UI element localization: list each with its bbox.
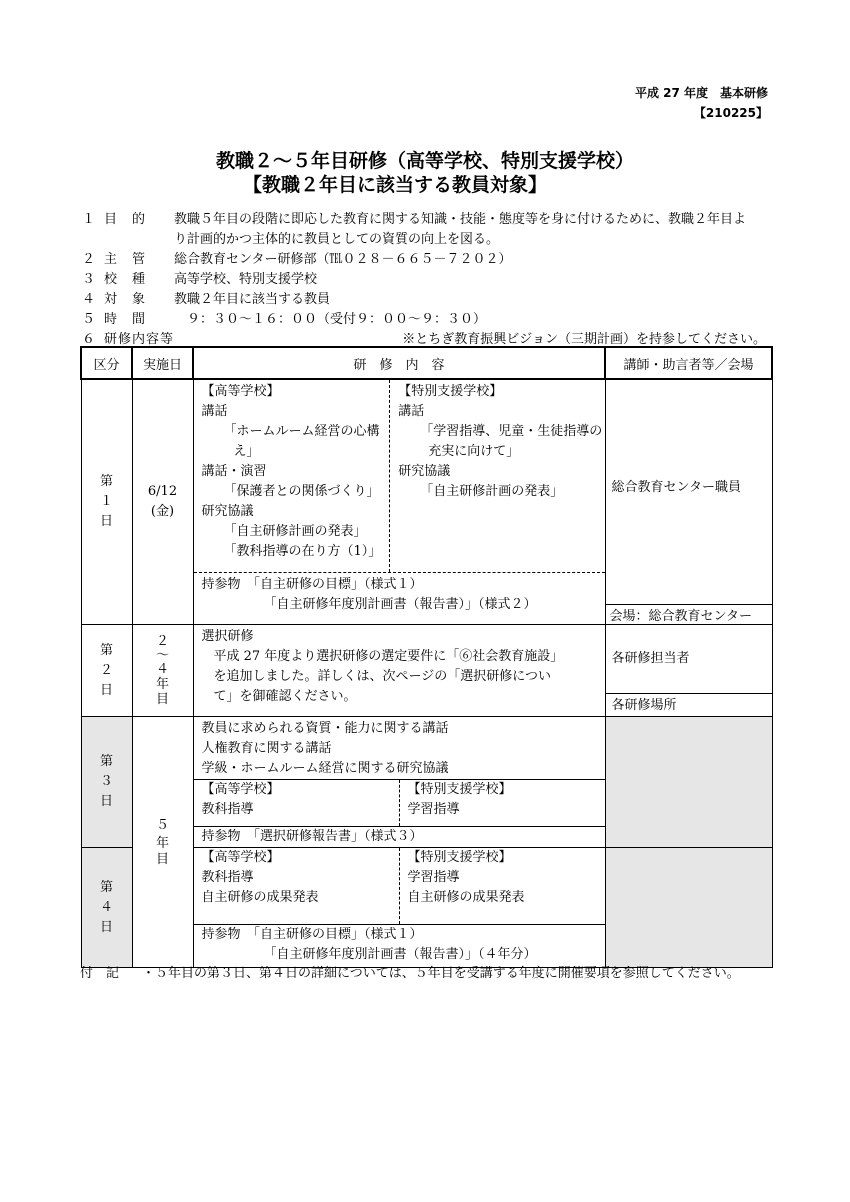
section-organizer (82, 248, 511, 267)
footnote (80, 962, 740, 981)
day1-lecturer-cell (605, 379, 772, 625)
section-value: 総合教育センター研修部（℡０２８－６６５－７２０２） (174, 252, 512, 267)
training-schedule-table (80, 346, 773, 968)
footnote-label: 付 記 (80, 966, 120, 981)
section-content (82, 328, 174, 347)
day4-bring: 持参物 「自主研修の目標」（様式１） 「自主研修年度別計画書（報告書）」（４年分） (194, 924, 605, 965)
day1-special-school: 【特別支援学校】 講話 「学習指導、児童・生徒指導の 充実に向けて」 研究協議 「自主研修計画の発表」 (398, 384, 603, 499)
section-value-cont: り計画的かつ主体的に教員としての資質の向上を図る。 (174, 232, 500, 247)
page-title: 教職２～５年目研修（高等学校、特別支援学校） (215, 150, 634, 172)
section-school-type (82, 268, 317, 287)
section-number: ４ (82, 292, 96, 307)
day3-common: 教員に求められる資質・能力に関する講話 人権教育に関する講話 学級・ホームルーム経営に関する研究協議 (201, 721, 449, 776)
day2-venue: 各研修場所 (606, 693, 772, 713)
day2-date: ２ ～ ４ 年 目 (132, 625, 193, 717)
day1-venue: 会場：総合教育センター (606, 604, 772, 624)
day4-high-school: 【高等学校】 教科指導 自主研修の成果発表 (194, 848, 400, 924)
day4-content (193, 848, 605, 968)
header-date: 実施日 (132, 347, 193, 379)
section-number: ３ (82, 272, 96, 287)
day3-row (81, 717, 772, 848)
section-key: 研修内容等 (104, 332, 175, 347)
bring-note: ※とちぎ教育振興ビジョン（三期計画）を持参してください。 (402, 332, 766, 347)
section-number: ５ (82, 312, 96, 327)
header-content: 研 修 内 容 (193, 347, 605, 379)
section-number: ２ (82, 252, 96, 267)
day2-lecturer-cell (605, 625, 772, 717)
header-lecturer: 講師・助言者等／会場 (605, 347, 772, 379)
section-key: 対 象 (104, 292, 147, 307)
footnote-text: ・５年目の第３日、第４日の詳細については、５年目を受講する年度に開催要項を参照してください。 (142, 966, 740, 981)
day2-content: 選択研修 平成 27 年度より選択研修の選定要件に「⑥社会教育施設」 を追加しました。詳しくは、次ページの「選択研修につい て」を御確認ください。 (193, 625, 605, 717)
day3-label: 第 ３ 日 (81, 717, 132, 848)
section-value: 教職２年目に該当する教員 (174, 292, 331, 307)
section-key: 目 的 (104, 212, 147, 227)
document-code: 【210225】 (693, 106, 768, 120)
day4-label: 第 ４ 日 (81, 848, 132, 968)
fiscal-year-label: 平成 27 年度 基本研修 (634, 86, 768, 100)
page-subtitle: 【教職２年目に該当する教員対象】 (242, 174, 547, 196)
section-value: ９：３０～１６：００（受付９：００～９：３０） (174, 312, 487, 327)
section-key: 校 種 (104, 272, 147, 287)
day4-special-school: 【特別支援学校】 学習指導 自主研修の成果発表 (407, 850, 525, 905)
day2-row (81, 625, 772, 717)
day1-date: 6/12 (金) (132, 379, 193, 625)
section-value: 教職５年目の段階に即応した教育に関する知識・技能・態度等を身に付けるために、教職２年目よ (174, 212, 747, 227)
day1-row (81, 379, 772, 625)
day3-special-school: 【特別支援学校】 学習指導 (407, 782, 512, 817)
section-key: 時 間 (104, 312, 147, 327)
day4-lecturer-cell (605, 848, 772, 968)
day3-content (193, 717, 605, 848)
day3-bring: 持参物 「選択研修報告書」（様式３） (194, 826, 605, 847)
day1-high-school: 【高等学校】 講話 「ホームルーム経営の心構 え」 講話・演習 「保護者との関係づくり」 研究協議 「自主研修計画の発表」 「教科指導の在り方（1）」 (194, 380, 391, 572)
header-kubun: 区分 (81, 347, 132, 379)
section-key: 主 管 (104, 252, 147, 267)
section-number: １ (82, 212, 96, 227)
section-value: 高等学校、特別支援学校 (174, 272, 318, 287)
day45-date: ５ 年 目 (132, 717, 193, 968)
day1-bring: 持参物 「自主研修の目標」（様式１） 「自主研修年度別計画書（報告書）」（様式２） (194, 572, 605, 617)
day1-content (193, 379, 605, 625)
section-target (82, 288, 330, 307)
section-purpose (82, 208, 747, 247)
section-number: ６ (82, 332, 96, 347)
day1-lecturer: 総合教育センター職員 (611, 480, 741, 495)
section-time (82, 308, 486, 327)
day3-high-school: 【高等学校】 教科指導 (194, 780, 400, 826)
day3-lecturer-cell (605, 717, 772, 848)
day2-lecturer: 各研修担当者 (611, 651, 690, 666)
day2-label: 第 ２ 日 (81, 625, 132, 717)
day1-label: 第 １ 日 (81, 379, 132, 625)
